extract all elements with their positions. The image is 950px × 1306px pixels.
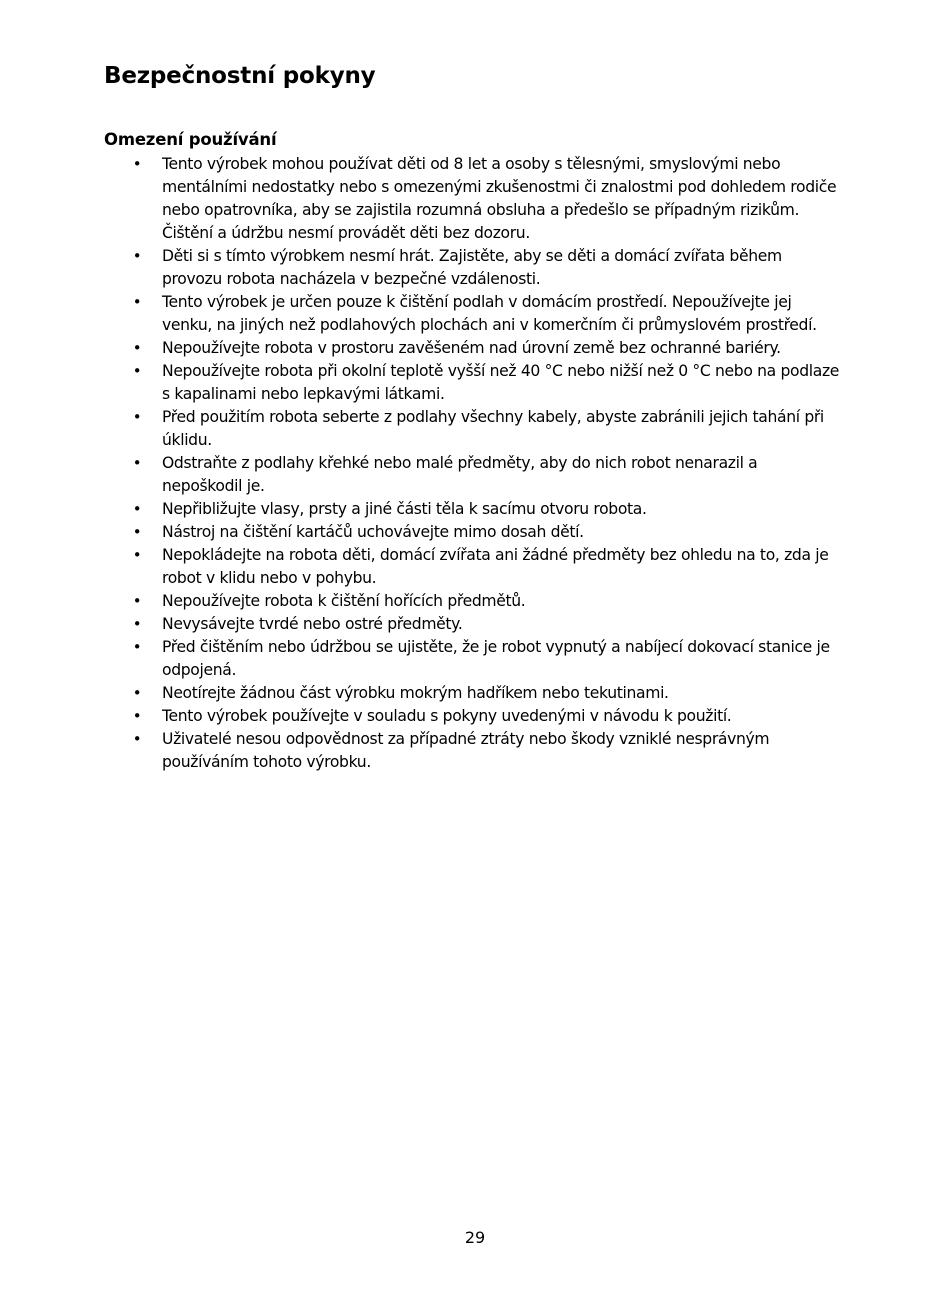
- bullet-icon: •: [132, 339, 142, 357]
- list-item-text: Odstraňte z podlahy křehké nebo malé předměty, aby do nich robot nenarazil a nepoškodil je.: [162, 454, 758, 495]
- list-item-text: Nepokládejte na robota děti, domácí zvířata ani žádné předměty bez ohledu na to, zda je robot v klidu nebo v pohybu.: [162, 546, 829, 587]
- bullet-icon: •: [132, 362, 142, 380]
- list-item: [130, 728, 842, 774]
- bullet-icon: •: [132, 615, 142, 633]
- list-item: [130, 705, 842, 728]
- list-item: [130, 360, 842, 406]
- bullet-icon: •: [132, 684, 142, 702]
- list-item: [130, 291, 842, 337]
- list-item: [130, 337, 842, 360]
- bullet-icon: •: [132, 247, 142, 265]
- list-item-text: Děti si s tímto výrobkem nesmí hrát. Zajistěte, aby se děti a domácí zvířata během provozu robota nacházela v bezpečné vzdálenosti.: [162, 247, 782, 288]
- list-item-text: Tento výrobek mohou používat děti od 8 let a osoby s tělesnými, smyslovými nebo mentálními nedostatky nebo s omezenými zkušenostmi či znalostmi pod dohledem rodiče nebo opatrovníka, aby se zajistila rozumná obsluha a předešlo se případným rizikům. Čištění a údržbu nesmí provádět děti bez dozoru.: [162, 155, 837, 242]
- list-item: [130, 498, 842, 521]
- bullet-icon: •: [132, 454, 142, 472]
- list-item-text: Nepoužívejte robota v prostoru zavěšeném nad úrovní země bez ochranné bariéry.: [162, 339, 781, 357]
- list-item-text: Nepoužívejte robota při okolní teplotě vyšší než 40 °C nebo nižší než 0 °C nebo na podlaze s kapalinami nebo lepkavými látkami.: [162, 362, 840, 403]
- list-item-text: Nástroj na čištění kartáčů uchovávejte mimo dosah dětí.: [162, 523, 584, 541]
- safety-instructions-list: [130, 153, 842, 774]
- list-item: [130, 544, 842, 590]
- bullet-icon: •: [132, 408, 142, 426]
- bullet-icon: •: [132, 638, 142, 656]
- list-item-text: Uživatelé nesou odpovědnost za případné ztráty nebo škody vzniklé nesprávným používáním tohoto výrobku.: [162, 730, 770, 771]
- list-item-text: Tento výrobek je určen pouze k čištění podlah v domácím prostředí. Nepoužívejte jej venku, na jiných než podlahových plochách ani v komerčním či průmyslovém prostředí.: [162, 293, 817, 334]
- list-item: [130, 682, 842, 705]
- list-item-text: Tento výrobek používejte v souladu s pokyny uvedenými v návodu k použití.: [162, 707, 732, 725]
- page-title: Bezpečnostní pokyny: [104, 63, 376, 89]
- list-item-text: Nepoužívejte robota k čištění hořících předmětů.: [162, 592, 526, 610]
- list-item-text: Před čištěním nebo údržbou se ujistěte, že je robot vypnutý a nabíjecí dokovací stanice je odpojená.: [162, 638, 830, 679]
- list-item: [130, 406, 842, 452]
- list-item-text: Nepřibližujte vlasy, prsty a jiné části těla k sacímu otvoru robota.: [162, 500, 647, 518]
- list-item: [130, 613, 842, 636]
- list-item: [130, 590, 842, 613]
- list-item: [130, 636, 842, 682]
- list-item-text: Před použitím robota seberte z podlahy všechny kabely, abyste zabránili jejich tahání při úklidu.: [162, 408, 824, 449]
- bullet-icon: •: [132, 730, 142, 748]
- bullet-icon: •: [132, 707, 142, 725]
- bullet-icon: •: [132, 293, 142, 311]
- bullet-icon: •: [132, 500, 142, 518]
- bullet-icon: •: [132, 592, 142, 610]
- list-item: [130, 452, 842, 498]
- list-item: [130, 521, 842, 544]
- list-item-text: Nevysávejte tvrdé nebo ostré předměty.: [162, 615, 463, 633]
- page-number: 29: [464, 1228, 486, 1247]
- section-heading: Omezení používání: [104, 130, 277, 149]
- list-item: [130, 245, 842, 291]
- list-item: [130, 153, 842, 245]
- bullet-icon: •: [132, 523, 142, 541]
- bullet-icon: •: [132, 155, 142, 173]
- list-item-text: Neotírejte žádnou část výrobku mokrým hadříkem nebo tekutinami.: [162, 684, 669, 702]
- bullet-icon: •: [132, 546, 142, 564]
